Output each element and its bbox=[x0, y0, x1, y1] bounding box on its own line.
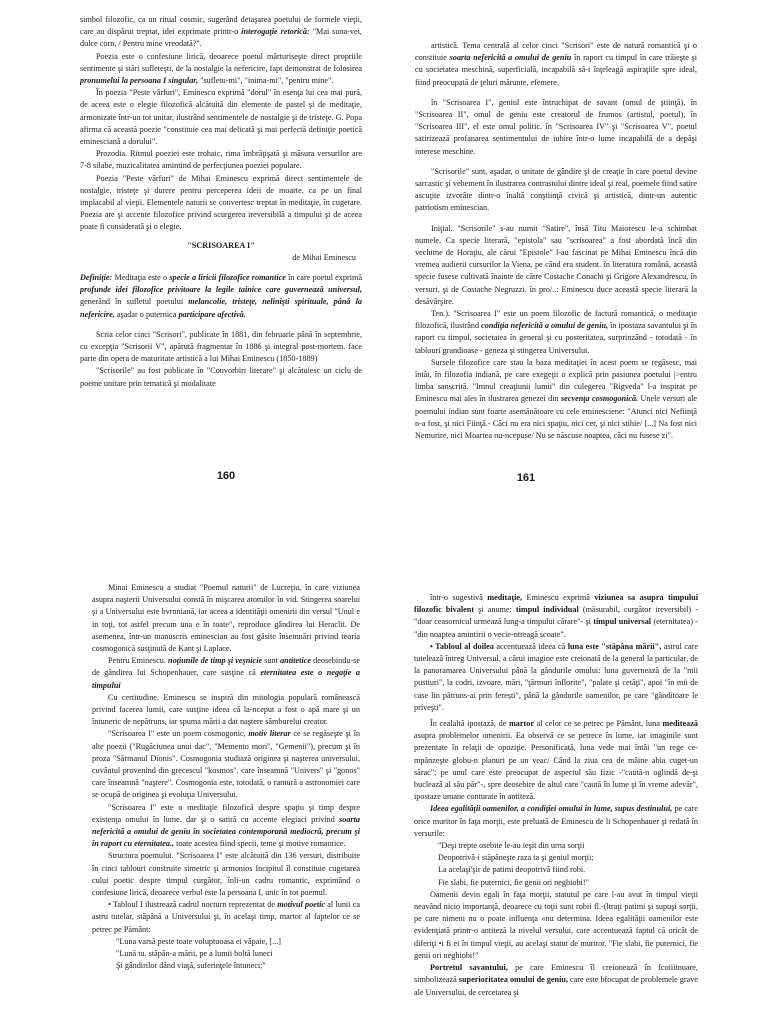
verse-line: La acelaşi'şir de patimi deopotrivă fiind robi. bbox=[438, 865, 586, 875]
paragraph: Prozodia. Ritmul poeziei este trohaic, rima îmbrăţişată şi măsura versurilor are 7-8 silabe, muzicalitatea amintind de perfecţiunea poeziei populare. bbox=[80, 149, 362, 171]
paragraph: În poezia "Peste vârfuri", Eminescu exprimă "dorul" în esenţa lui cea mai pură, de aceea este o elegie filozofică alcătuită din elemente de pastel şi de meditaţie, armonizate într-un tot unitar, ilustrând sentimentele de nostalgie şi de tristeţe. G. Popa afirma că această poezie "constituie cea mai delicată şi mai perfectă definiţie poetică eminesciană a dorului". bbox=[80, 88, 362, 147]
verse-line: "Lună tu. stăpân-a mării, pe a lumii boltă luneci bbox=[116, 949, 273, 959]
verse-line: Fie slabi, fie puternici, fie genii ori neghiobi!" bbox=[438, 877, 589, 887]
paragraph: "Scrisorile" au fost publicate în "Convorbiri literare" şi alcătuiesc un ciclu de poeme unitare prin tematică şi modalitate bbox=[80, 366, 362, 388]
page-number: 161 bbox=[516, 472, 536, 484]
paragraph: În cealaltă ipostază, de martor al celor ce se petrec pe Pământ, luna meditează asupra problemelor omenirii. Ea observă ce se petrece în lume, iar imaginile sunt prezentate în relaţii de opoziţie. Personificată, luna vede mai întâi "un rege ce-mpânzeşte globu-n planuri pe un veac/ Când la ziua cea de mâine abia cuget-un sărac"; pe unul care este preocupat de aspectul său fizic -"caută-n oglindă de-şi bucleazâ al său păr"-, spre deosebire de altul care "caută în lume şi în vreme adevăr", ipostaze umane conturate în antiteză. bbox=[414, 719, 698, 802]
verse-line: Şi gândirilor dând viaţă, suferinţele întuneci;" bbox=[116, 961, 266, 971]
page-161 bbox=[415, 40, 697, 468]
paragraph: Poezia "Peste vârfuri" de Mihai Eminescu exprimă direct sentimentele de nostalgie, tristeţe şi durere pentru perceperea ideii de moarte, ca pe un final implacabil al vieţii. Elementele naturii se convertesc treptat în meditaţie, în cugetare. Poezia are şi accente filozofice privind scurgerea ireversibilă a timpului şi de aceea poate fi considerată şi o elegie. bbox=[80, 173, 362, 232]
paragraph: Ideea egalităţii oamenilor, a condiţiei omului în lume, supus destinului, pe care orice muritor în faţa morţii, este preluată de Eminescu de li Schopenhauer şi redată în versurile: bbox=[414, 804, 698, 838]
paragraph: Pentru Eminescu. noţiunile de timp şi veşnicie sunt antitetice deosebindu-se de gândirea lui Schopenhauer, care susţine că eternitatea este o negaţie a timpului bbox=[92, 656, 360, 690]
definition-paragraph: Definiţie: Meditaţia este o specie a liricii filozofice romantice în care poetul exprimă profunde idei filozofice privitoare la legile tainice care guvernează universul, generând în sufletul poetului melancolie, tristeţe, nelinişti spirituale, până la nefericire, aşadar o puternica participare afectivă. bbox=[80, 273, 362, 319]
paragraph: "Scrisoarea I" este o meditaţie filozofică despre spaţiu şi timp despre existenţa omului în lume. dar şi o satiră cu accente elegiaci privind soarta nefericită a omului de geniu în societatea contemporană mediocră, precum şi în raport cu eternitatea., toate acestea fiind specii, teme şi motive romantice. bbox=[92, 802, 360, 849]
page-163 bbox=[414, 592, 698, 1024]
paragraph: simbol filozofic, ca un ritual cosmic, sugerând detaşarea poetului de formele vieţii, care au dispărut treptat, idei exprimate printr-o interogaţie retorică: "Mai suna-vei, dulce corn, / Pentru mine vreodată?". bbox=[80, 15, 362, 49]
paragraph: Minai Eminescu a studiat "Poemul naturii" de Lucreţiu, în care viziunea asupra naşterii Universului constă în mişcarea atomilor în vid. Stingerea soarelui şi a Universului este bvroniană, iar aceea a identităţii omenirii din versul "Unul e in toţi, tot astfel precum una e în toate", reproduce gândirea lui Heraclit. De asemenea, într-un manuscris eminescian au fost găsite însemnări privind teoria cosmogonică susţinută de Kant şi Laplace. bbox=[92, 583, 360, 654]
paragraph: Oamenii devin egali în faţa morţii, statutul pe care l-au avut în timpul vieţii neavând nicio importanţă, deoarece cu toţii sunt robii fl.-(ltraţi patimi şi supuşi sorţii, pe care nimeni nu o poate influenţa «nu determina. Ideea egalităţii oamenilor este evidenţiată printr-o antiteză la nivelul versului, care accentuează faptul că oricât de diferiţi •i fi ei în timpul vieţii, au acelaşi statut de muritor. "Fie slabi, fie puternici, fie genii ori neghiobi!" bbox=[414, 889, 698, 960]
page-number: 160 bbox=[216, 470, 236, 482]
paragraph: "Scrisorile" sunt, aşadar, o unitate de gândire şi de creaţie în care poetul devine sarcastic şi vehement în ilustrarea contrastului dintre ideal şi real, poemele fiind satire ascuţite izvorâte dintr-o înaltă conştiinţă civică şi artistică, dintr-un autentic patriotism eminescian. bbox=[415, 166, 697, 213]
section-byline: de Mihai Eminescu bbox=[292, 252, 356, 262]
paragraph: Iniţial. "Scrisorile" s-au numit "Satire", însă Titu Maiorescu le-a schimbat numele. Ca specie literară, "epistola" sau "scrisoarea" a fost abordată încă din vechime de Horaţiu, ale cărui "Epistole" l-au fascinat pe Mihai Eminescu încă din vremea audierii cursurilor la Viena, pe când era student. în literatura română, această specie fusese cultivată înainte de către Costache Conachi şi Grigore Alexandrescu, în versuri, şi de Costache Negruzzi. în pro/..: Eminescu duce această specie literară la desăvârşire. bbox=[415, 223, 697, 306]
paragraph: Ten.). "Scrisoarea I" este un poem filozofic de factură romantică, o meditaţie filozofică, ilustrând condiţia nefericită a omului de geniu, în ipostaza savantului şi în raport cu timpul, societatea în general şi cu posteritatea, surprinzând - totodată - în tablouri grandioase - geneza şi stingerea Universului. bbox=[415, 309, 697, 355]
verse-line: "Luna varsă peste toate voluptuoasa ei văpaie, [...] bbox=[116, 936, 281, 946]
paragraph: Scria celor cinci "Scrisori", publicate în 1881, din februarie până în septembrie, cu excepţia "Scrisorii V", apărută fragmentar în 1886 şi integral post-mortem. face parte din opera de maturitate artistică a lui Mihai Eminescu (1850-1889) bbox=[80, 329, 362, 364]
verse-line: Deopotrivă-i stăpâneşte raza ta şi geniul morţii; bbox=[438, 853, 594, 863]
paragraph: "Scrisoarea I" este un poem cosmogonic, motiv literar ce se regăseşte şi în alte poezii ("Rugăciunea unui dac", "Memento mori", "Gemenii"), precum şi în proza "Sărmanul Dionis". Cosmogonia studiază originea şi naşterea universului, cuvântul provenind din grecescul "kosmos". care înseamnă "Univers" şi "gonos" care înseamnă "naştere". Cosmogonia este, totodată, o ramură a astronomiei care se ocupă de originea şi evoluţia Universului. bbox=[92, 729, 360, 800]
paragraph: în "Scrisoarea I", geniul este întruchipat de savant (omul de ştiinţă), în "Scrisoarea II", omul de geniu este creatorul de frumos (artistul, poetul), în "Scrisoarea III", el este omul politic. în "Scrisoarea IV" şi "Scrisoarea V", poetul satirizează profanarea sentimentului de iubire într-o lume incapabilă de a depăşi interese meschine. bbox=[415, 97, 697, 156]
page-162 bbox=[92, 582, 360, 1024]
paragraph: Cu certitudine, Eminescu se inspiră din mitologia populară românească privind facerea lumii, care susţine ideea că la-nceput a fost o apă mare şi un întuneric de nepătruns, iar spuma mării a dat naştere sâmburelui creator. bbox=[92, 692, 360, 727]
paragraph: Portretul savantului, pe care Eminescu îl creionează în fcoiiiinuare, simbolizează superioritatea omului de geniu, care este bfocupat de problemele grave ale Universului, de cercetarea şi bbox=[414, 963, 698, 997]
paragraph: Structura poemului. "Scrisoarea I" este alcătuită din 136 versuri, distribuite în cinci tablouri construite simetric şi armonios Incipitul îl constituie cugetarea cului poetic despre timpul curgător, înli-un cadru romantic, exprimând o confesiune lirică, deoarece verbul este la persoana I, unic în tot poemul. bbox=[92, 851, 360, 898]
verse-line: "Deşi trepte osebite le-au ieşit din urna sorţii bbox=[438, 841, 585, 851]
paragraph: Sursele filozofice care stau la baza meditaţiei în acest poem se regăsesc, mai întâi, în filozofia indiană, pe care exegeţii o explică prin pasiunea poetului |>entru limba sanscrită. "Imnul creaţiunii lumii" din culegerea "Rigveda" l-a inspirat pe Eminescu mai ales în ilustrarea genezei din secvenţa cosmogonică. Unele versuri ale poemului indian sunt foarte asemănătoare cu cele eminesciene: "Atunci nici Nefiinţă n-a fost, şi nici Fiinţă.- Căci nu era nici spaţiu, nici cer, şi nici stihie/ [...] Na fost nici Nemurire, nici Moartea nu-ncepuse/ Nu se născuse noaptea, căci nu fusese zi". bbox=[415, 357, 697, 441]
paragraph: • Tabloul I ilustrează cadrul nocturn reprezentat de motivul poetic al lunii ca astru tutelar, stăpână a Universului şi, în acelaşi timp, martor al faptelor ce se petrec pe Pământ: bbox=[92, 900, 360, 934]
paragraph: • Tabloul al doilea accentuează ideea că luna este "stăpâna mării", astrul care tutelează întreg Universul, a cărui imagine este creionată de la general la particular, de la panoramarea Universului până la gândurile omului: luna guvernează de la "mii pustiuri", la codri, izvoare, mări, "ţărmuri înflorite", "palate şi cetăţi", apoi "în mii de case lin pătruns-ai prin ferești", până la gândurile oamenilor, pe care "gânditoare le priveşti". bbox=[414, 641, 698, 712]
paragraph: Poezia este o confesiune lirică, deoarece poetul mărturiseşte direct propriile sentimente şi stări sufleteşti, de la nostalgie la nefericire, fapt demonstrat de folosirea pronumelui la persoana I singular, "sufletu-mi", "inima-mi", "pentru mine". bbox=[80, 51, 362, 86]
paragraph: într-o sugestivă meditaţie, Eminescu exprimă viziunea sa asupra timpului filozofic bivalent şi anume: timpul individual (măsurabil, curgător ireversibil) - "doar ceasornicul urmează lung-a timpului cărare"- şi timpul universal (eternitatea) - "din noaptea amintirii o vecie-ntreagă scoate". bbox=[414, 593, 698, 639]
section-heading: "SCRISOAREA I" bbox=[187, 240, 255, 250]
page-160 bbox=[80, 14, 362, 454]
paragraph: artistică. Tema centrală al celor cinci "Scrisori" este de natură romantică şi o constituie soarta nefericită a omului de geniu în raport cu timpul în care trăieşte şi cu societatea meschină, superficială, incapabilă să-i înţeleagă aspiraţiile spre ideal, fiind preocupată de ţeluri mărunte, efemere. bbox=[415, 41, 697, 87]
